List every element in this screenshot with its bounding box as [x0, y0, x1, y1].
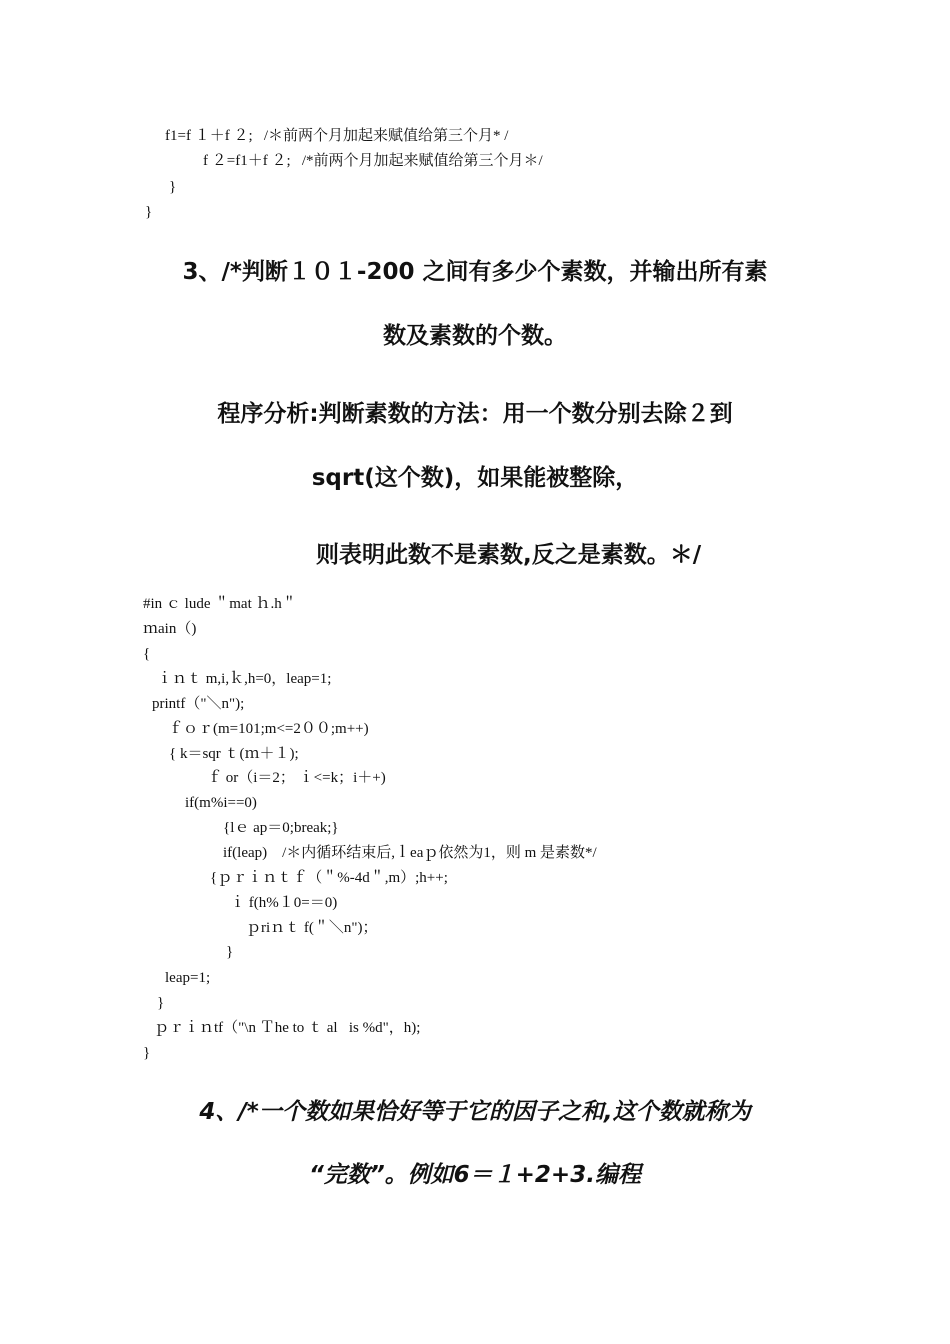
- code-line: printf（"＼n");: [152, 696, 245, 712]
- code-line: f ２=f1＋f ２; /*前两个月加起来赋值给第三个月＊/: [203, 153, 543, 169]
- section4-title-line2: “完数”。例如6＝１+2+3.编程: [309, 1162, 641, 1188]
- code-line: ｉｎｔ m,i,ｋ,h=0，leap=1;: [157, 671, 332, 687]
- section4-title-line1: 4、/*一个数如果恰好等于它的因子之和,这个数就称为: [199, 1099, 751, 1125]
- code-line: ｉ f(h%１0=＝0): [230, 895, 338, 911]
- code-line: if(leap) /＊内循环结束后,ｌeaｐ依然为1，则 m 是素数*/: [223, 845, 597, 861]
- code-line: }: [145, 204, 153, 220]
- code-line: if(m%i==0): [185, 795, 257, 811]
- section3-analysis-line3: 则表明此数不是素数,反之是素数。＊/: [316, 542, 702, 568]
- code-line: ｆｏｒ(m=101;m<=2００;m++): [168, 721, 369, 737]
- code-line: #in ｃ lude ＂mat ｈ.h＂: [143, 596, 297, 612]
- section3-title-line1: 3、/*判断１０１-200 之间有多少个素数，并输出所有素: [182, 259, 768, 285]
- code-line: {: [143, 646, 151, 662]
- code-line: }: [169, 179, 177, 195]
- code-line: {lｅ ap＝0;break;}: [223, 820, 339, 836]
- code-line: ｍain（): [143, 621, 197, 637]
- code-line: { k＝sqr ｔ(ｍ＋１);: [169, 746, 299, 762]
- code-line: }: [157, 995, 165, 1011]
- code-line: {ｐｒｉｎｔｆ（＂%-4d＂,m）;h++;: [210, 870, 448, 886]
- code-line: ｆ or（i＝2； ｉ<=k；i＋+): [207, 770, 386, 786]
- code-line: }: [143, 1045, 151, 1061]
- code-line: leap=1;: [165, 970, 211, 986]
- section3-analysis-line2: sqrt(这个数)，如果能被整除，: [311, 465, 639, 491]
- section3-title-line2: 数及素数的个数。: [383, 323, 567, 349]
- code-line: ｐriｎｔ f(＂＼n")；: [246, 920, 378, 936]
- code-line: }: [226, 944, 234, 960]
- code-line: f1=f １＋f ２; /＊前两个月加起来赋值给第三个月* /: [165, 128, 509, 144]
- section3-analysis-line1: 程序分析:判断素数的方法：用一个数分别去除２到: [217, 401, 733, 427]
- code-line: ｐｒｉｎtf（"\n Ｔhe to ｔ al is %d"，h);: [154, 1020, 421, 1036]
